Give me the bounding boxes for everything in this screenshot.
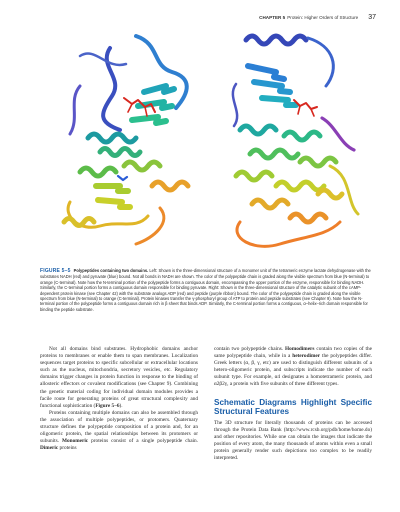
paragraph-text: proteins: [58, 445, 77, 452]
figure-label: FIGURE 5–5: [40, 268, 71, 274]
figure-reference: Figure 5–6: [95, 402, 120, 409]
running-head: [36, 14, 376, 21]
paragraph-text: Not all domains bind substrates. Hydrophobic domains anchor proteins to membranes or enable them to span membranes. Localization sequences target proteins to specific subcellular or extracellular locations such as the nucleus, mitochondria, secretory vesicles, etc. Regulatory domains trigger changes in protein function in response to the binding of allosteric effectors or covalent modifications (see Chapter 9). Combining the genetic material coding for individual domain modules provides a facile route for generating proteins of great structural complexity and functional sophistication (: [40, 346, 198, 409]
figure-caption: [40, 268, 372, 312]
paragraph-text: the polypeptides differ. Greek letters (α, β, γ, etc) are used to distinguish different subunits of a hetero-oligomeric protein, and subscripts indicate the number of each subunit type. For example, α4 designates a homotetrameric protein, and α2β2γ, a protein with five subunits of three different types.: [214, 353, 373, 388]
key-term: Monomeric: [61, 438, 89, 445]
figure-protein-ribbons: [40, 26, 370, 260]
section-heading: Schematic Diagrams Highlight Specific Structural Features: [214, 397, 372, 417]
paragraph-text: contain two polypeptide chains.: [214, 346, 286, 352]
paragraph-dimers: [214, 346, 372, 389]
paragraph-multiple-domains: [40, 410, 198, 453]
paragraph-domains: [40, 346, 198, 410]
key-term: heterodimer: [292, 353, 321, 360]
right-protein-protein-kinase: [233, 36, 358, 246]
paragraph-protein-data-bank: The 3D structure for literally thousands of proteins can be accessed through the Protein Data Bank (http://www.rcsb.org/pdb/home/home.do) and other repositories. While one can obtain the images that indicate the position of every atom, the many thousands of atoms within even a small protein generally render such depictions too complex to be readily interpreted.: [214, 419, 372, 462]
paragraph-text: ).: [119, 402, 123, 409]
running-head-title: Protein: Higher Orders of Structure: [287, 15, 359, 20]
left-protein-lactate-dehydrogenase: [64, 36, 188, 244]
page-number: 37: [368, 14, 376, 21]
paragraph-text: contain two copies of the same polypeptide chain, while in a: [214, 346, 372, 360]
paragraph-text: proteins consist of a single polypeptide chain.: [88, 438, 198, 445]
body-column-left: [40, 346, 198, 452]
figure-caption-body: Left: Shown is the three-dimensional structure of a monomer unit of the tetrameric enzyme lactate dehydrogenase with the substrates NADH (red) and pyruvate (blue) bound. Not all bonds in NADH are shown. The color of the polypeptide chain is graded along the visible spectrum from blue (N-terminal) to orange (C-terminal). Note how the N-terminal portion of the polypeptide forms a contiguous domain, encompassing the upper portion of the enzyme, responsible for binding NADH. Similarly, the C-terminal portion forms a contiguous domain responsible for binding pyruvate. Right: Shown in the three-dimensional structure of the catalytic subunit of the cAMP-dependent protein kinase (see Chapter 42) with the substrate analogs ADP (red) and peptide (purple ribbon) bound. The color of the polypeptide chain is graded along the visible spectrum from blue (N-terminal) to orange (C-terminal). Protein kinases transfer the γ-phosphoryl group of ATP to protein and peptide substrates (see Chapter 9). Note how the N-terminal portion of the polypeptide forms a contiguous domain rich in β sheet that binds ADP. Similarly, the C-terminal portion forms a contiguous, α–helix–rich domain responsible for binding the peptide substrate.: [40, 268, 371, 312]
key-term: Homodimers: [285, 346, 315, 352]
key-term: Dimeric: [40, 445, 59, 452]
figure-title: Polypeptides containing two domains.: [73, 268, 149, 273]
body-column-right: [214, 346, 372, 462]
running-head-chapter: CHAPTER 5: [259, 15, 286, 20]
paragraph-text: Proteins containing multiple domains can also be assembled through the association of multiple polypeptides, or protomers. Quaternary structure defines the polypeptide composition of a protein and, for an oligomeric protein, the spatial relationships between its protomers or subunits.: [40, 409, 198, 445]
